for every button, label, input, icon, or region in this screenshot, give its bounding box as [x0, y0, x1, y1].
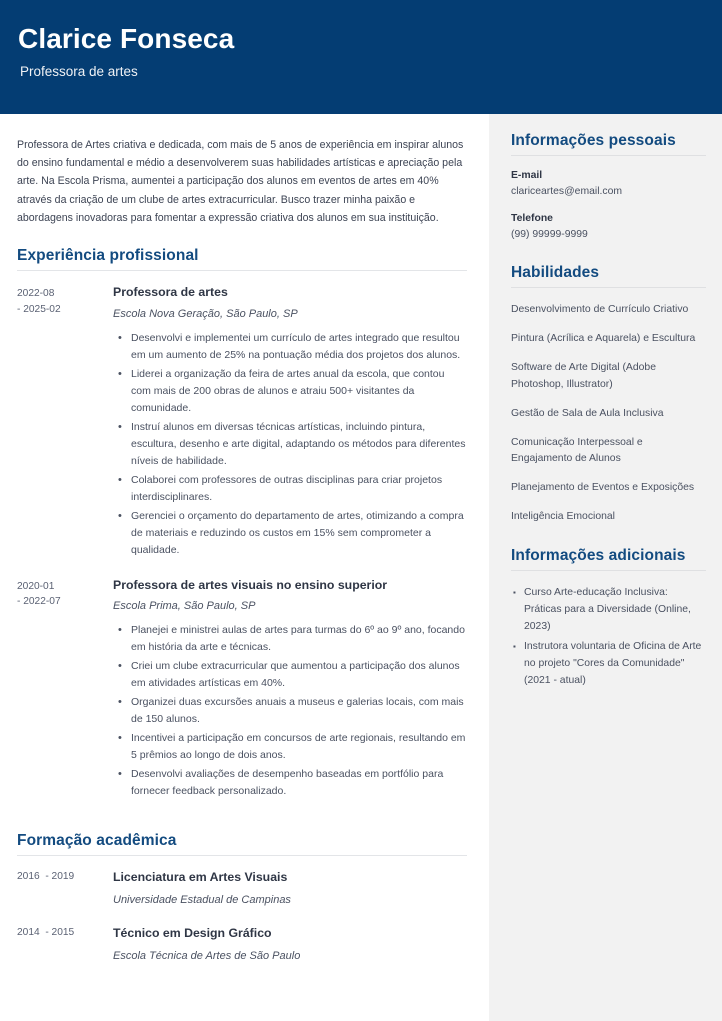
- experience-organization: Escola Nova Geração, São Paulo, SP: [113, 307, 298, 320]
- experience-divider: [17, 270, 467, 271]
- education-degree: Licenciatura em Artes Visuais: [113, 869, 288, 884]
- education-institution: Escola Técnica de Artes de São Paulo: [113, 950, 301, 962]
- skill-item: Comunicação Interpessoal e Engajamento de Alunos: [511, 436, 643, 464]
- skills-list: [511, 302, 706, 525]
- experience-bullet: • Colaborei com professores de outras disciplinas para criar projetos interdisciplinares.: [129, 472, 467, 506]
- skill-item: Inteligência Emocional: [511, 511, 615, 523]
- phone-value[interactable]: (99) 99999-9999: [511, 229, 588, 241]
- education-entry-body: [97, 869, 467, 907]
- date-end: - 2022-07: [17, 596, 61, 608]
- experience-bullet: • Planejei e ministrei aulas de artes para turmas do 6º ao 9º ano, focando em história da arte e técnicas.: [129, 622, 467, 656]
- education-entry-dates: 2014 - 2015: [17, 927, 75, 939]
- professional-summary: Professora de Artes criativa e dedicada, com mais de 5 anos de experiência em inspirar alunos do ensino fundamental e médio a desenvolverem suas habilidades artísticas e apreciação pela arte. Na Escola Prisma, aumentei a participação dos alunos em eventos de artes em 40% através da criação de um clube de artes extracurricular. Busco trazer minha paixão e abordagens inovadoras para fomentar a expressão criativa dos alunos em sua instituição.: [17, 139, 464, 224]
- skill-item: Gestão de Sala de Aula Inclusiva: [511, 407, 664, 419]
- experience-bullet: • Desenvolvi avaliações de desempenho baseadas em portfólio para fornecer feedback personalizado.: [129, 766, 467, 800]
- skills-divider: [511, 287, 706, 288]
- email-value[interactable]: clariceartes@email.com: [511, 186, 623, 197]
- education-entry: [17, 869, 467, 907]
- education-entry-dates: 2016 - 2019: [17, 870, 75, 882]
- experience-job-title: Professora de artes: [113, 285, 228, 300]
- additional-info-list: [511, 585, 706, 689]
- phone-label: Telefone: [511, 213, 553, 225]
- experience-section-title: Experiência profissional: [17, 247, 199, 265]
- additional-info-section: [511, 547, 706, 689]
- additional-info-item: ▪ Instrutora voluntaria de Oficina de Arte no projeto "Cores da Comunidade" (2021 - atual): [524, 639, 706, 690]
- additional-info-title: Informações adicionais: [511, 547, 686, 565]
- sidebar-column: [489, 114, 722, 1021]
- experience-entry-list: [17, 284, 467, 802]
- education-degree: Técnico em Design Gráfico: [113, 926, 272, 941]
- phone-block: [511, 213, 706, 242]
- experience-entry-body: [97, 284, 467, 560]
- education-entry-body: [97, 925, 467, 963]
- personal-info-title: Informações pessoais: [511, 132, 676, 149]
- education-entry: [17, 925, 467, 963]
- skill-item: Desenvolvimento de Currículo Criativo: [511, 304, 689, 316]
- experience-bullet: • Incentivei a participação em concursos de arte regionais, resultando em 5 prêmios ao longo de dois anos.: [129, 730, 467, 764]
- skill-item: Pintura (Acrílica e Aquarela) e Escultura: [511, 333, 696, 345]
- skill-item: Planejamento de Eventos e Exposições: [511, 482, 695, 494]
- experience-bullet-list: [113, 330, 467, 559]
- education-section-title: Formação acadêmica: [17, 831, 177, 849]
- experience-entry: [17, 577, 467, 802]
- experience-bullet: • Criei um clube extracurricular que aumentou a participação dos alunos em atividades artísticas em 40%.: [129, 658, 467, 692]
- experience-entry-body: [97, 577, 467, 802]
- skill-item: Software de Arte Digital (Adobe Photoshop, Illustrator): [511, 362, 656, 390]
- experience-entry-dates: [17, 284, 97, 318]
- experience-organization: Escola Prima, São Paulo, SP: [113, 600, 256, 613]
- experience-bullet: • Liderei a organização da feira de artes anual da escola, que contou com mais de 200 obras de alunos e atraiu 500+ visitantes da comunidade.: [129, 366, 467, 417]
- date-start: 2020-01: [17, 580, 55, 592]
- education-divider: [17, 855, 467, 856]
- education-entry-list: [17, 869, 467, 964]
- date-end: - 2025-02: [17, 303, 61, 315]
- education-institution: Universidade Estadual de Campinas: [113, 893, 291, 906]
- additional-info-item: ▪ Curso Arte-educação Inclusiva: Práticas para a Diversidade (Online, 2023): [524, 585, 706, 636]
- main-column: [0, 114, 489, 1021]
- experience-bullet: • Organizei duas excursões anuais a museus e galerias locais, com mais de 150 alunos.: [129, 694, 467, 728]
- candidate-role: Professora de artes: [20, 63, 138, 79]
- experience-bullet: • Desenvolvi e implementei um currículo de artes integrado que resultou em um aumento de 25% na pontuação média dos projetos dos alunos.: [129, 330, 467, 364]
- experience-bullet: • Gerenciei o orçamento do departamento de artes, otimizando a compra de materiais e reduzindo os custos em 15% sem comprometer a qualidade.: [129, 508, 467, 559]
- email-block: [511, 170, 706, 199]
- experience-bullet: • Instruí alunos em diversas técnicas artísticas, incluindo pintura, escultura, desenho e arte digital, adaptando os métodos para diferentes níveis de habilidade.: [129, 419, 467, 470]
- experience-job-title: Professora de artes visuais no ensino superior: [113, 577, 388, 592]
- experience-entry-dates: [17, 577, 97, 611]
- resume-header: [0, 0, 722, 114]
- skills-section-title: Habilidades: [511, 264, 600, 282]
- personal-info-section: [511, 132, 706, 242]
- candidate-name: Clarice Fonseca: [18, 23, 235, 54]
- section-spacer: [17, 818, 467, 832]
- additional-info-divider: [511, 570, 706, 571]
- date-start: 2022-08: [17, 288, 55, 300]
- resume-body: [0, 114, 722, 1021]
- skills-section: [511, 264, 706, 525]
- education-section: [17, 832, 467, 964]
- email-label: E-mail: [511, 170, 543, 181]
- personal-info-divider: [511, 155, 706, 156]
- experience-bullet-list: [113, 622, 467, 800]
- experience-section: [17, 247, 467, 802]
- experience-entry: [17, 284, 467, 560]
